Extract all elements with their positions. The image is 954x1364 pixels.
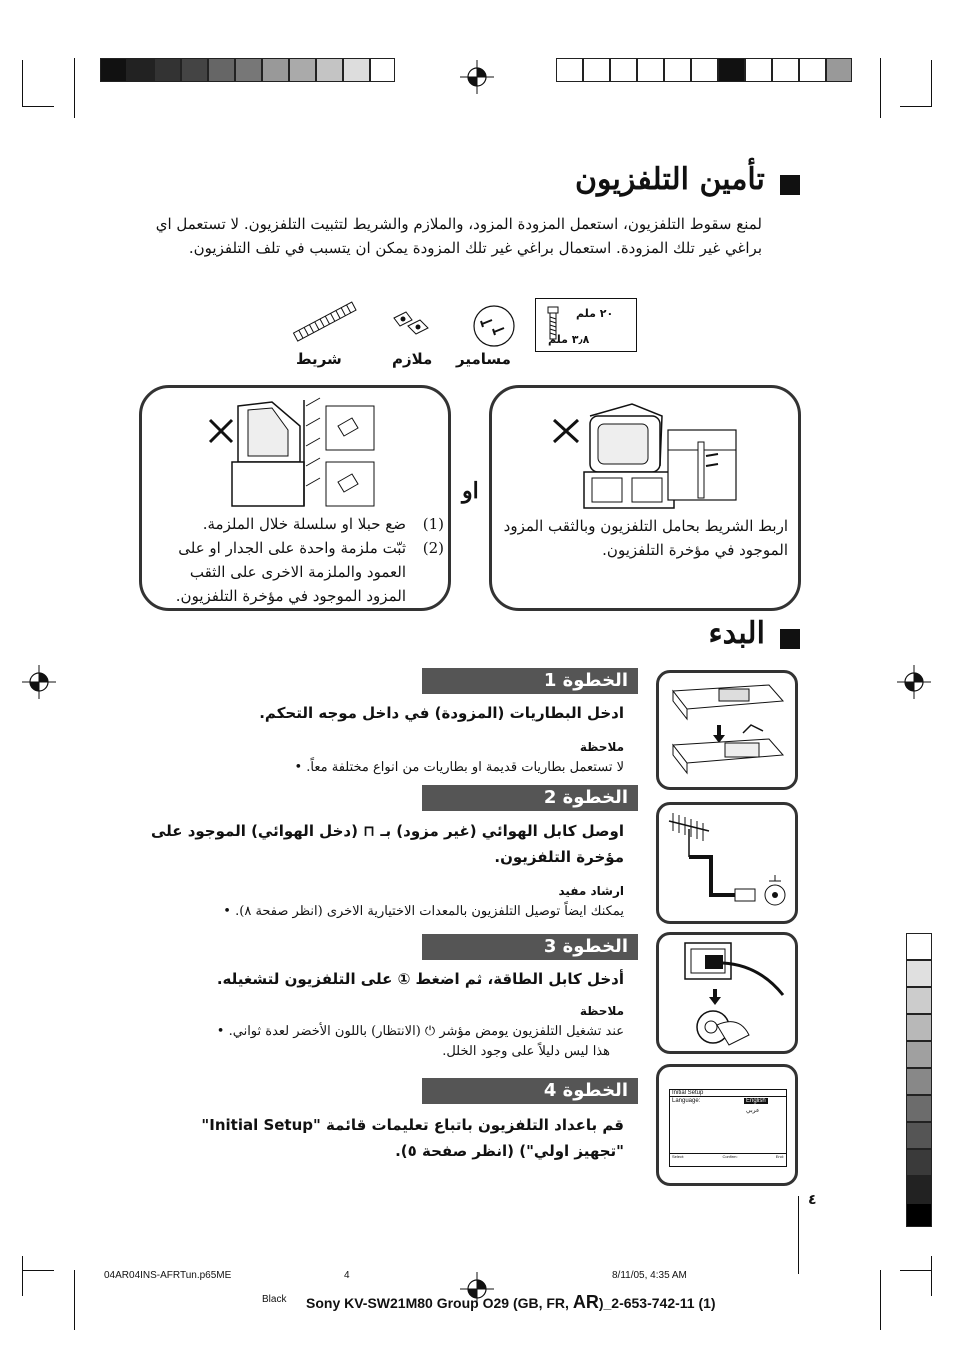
strap-icon bbox=[290, 296, 360, 348]
remote-battery-icon bbox=[659, 673, 795, 787]
crop-mark bbox=[931, 60, 932, 106]
antenna-connection-icon bbox=[659, 805, 795, 921]
crop-mark bbox=[931, 1256, 932, 1296]
setup-screen-title: Initial Setup bbox=[670, 1090, 786, 1097]
screws-label: مسامير bbox=[456, 350, 511, 368]
step-2-bar: الخطوة 2 bbox=[422, 785, 638, 811]
square-bullet-icon bbox=[780, 629, 800, 649]
step-2-image bbox=[656, 802, 798, 924]
dimension-length: ٢٠ ملم bbox=[576, 307, 614, 320]
clamps-icon bbox=[390, 308, 434, 338]
crop-mark bbox=[880, 1270, 881, 1330]
crop-mark bbox=[22, 1256, 23, 1296]
setup-footer-select: Select: bbox=[672, 1154, 685, 1159]
step-3-instruction: أدخل كابل الطاقة، ثم اضغط ① على التلفزيون لتشغيله. bbox=[216, 970, 624, 988]
step-1-note-title: ملاحظة bbox=[579, 740, 624, 754]
step-4-instruction: قم باعداد التلفزيون باتباع تعليمات قائمة "Initial Setup" "تجهيز اولي") (انظر صفحة ٥). bbox=[201, 1116, 624, 1160]
registration-mark-icon bbox=[460, 60, 494, 94]
crop-mark bbox=[74, 1270, 75, 1330]
setup-language-label: Language: bbox=[672, 1098, 701, 1104]
dimension-diameter: ٣٫٨ ملم bbox=[548, 333, 590, 346]
option-strap-panel bbox=[489, 385, 801, 611]
square-bullet-icon bbox=[780, 175, 800, 195]
registration-mark-icon bbox=[897, 665, 931, 699]
section-heading-getting-started: البدء bbox=[560, 616, 800, 651]
footer-color-label: Black bbox=[262, 1294, 287, 1305]
footer-datetime: 8/11/05, 4:35 AM bbox=[612, 1270, 687, 1281]
step-1-image bbox=[656, 670, 798, 790]
footer-page: 4 bbox=[344, 1270, 350, 1281]
strap-label: شريط bbox=[296, 350, 342, 368]
footer-file-name: 04AR04INS-AFRTun.p65ME bbox=[104, 1270, 232, 1281]
step-1-instruction: ادخل البطاريات (المزودة) في داخل موجه التحكم. bbox=[259, 704, 624, 722]
step-3-image bbox=[656, 932, 798, 1054]
step-4-image bbox=[656, 1064, 798, 1186]
setup-option-arabic[interactable]: عربي bbox=[746, 1108, 760, 1114]
option-clamp-text: (1) ضع حبلا او سلسلة خلال الملزمة. (2) ثبّت ملزمة واحدة على الجدار او على العمود والملزمة الاخرى على الثقب المزود الموجود في مؤخرة التلفزيون. bbox=[175, 515, 444, 605]
step-3-note-title: ملاحظة bbox=[579, 1004, 624, 1018]
clamps-label: ملازم bbox=[392, 350, 433, 368]
crop-mark bbox=[22, 106, 54, 107]
step-2-note-title: ارشاد مفيد bbox=[558, 884, 624, 898]
setup-footer-end: End: bbox=[775, 1154, 784, 1159]
step-4-bar: الخطوة 4 bbox=[422, 1078, 638, 1104]
crop-mark bbox=[74, 58, 75, 118]
screws-icon bbox=[472, 304, 516, 348]
step-1-note: لا تستعمل بطاريات قديمة او بطاريات من انواع مختلفة معاً. • bbox=[294, 760, 624, 775]
or-label: او bbox=[462, 478, 479, 504]
step-2-instruction: اوصل كابل الهوائي (غير مزود) بـ ⊓ (دخل الهوائي) الموجود على مؤخرة التلفزيون. bbox=[150, 822, 624, 866]
initial-setup-screen bbox=[669, 1089, 787, 1167]
crop-mark bbox=[900, 106, 932, 107]
option-clamp-panel bbox=[139, 385, 451, 611]
step-1-bar: الخطوة 1 bbox=[422, 668, 638, 694]
crop-mark bbox=[22, 1270, 54, 1271]
page-number: ٤ bbox=[808, 1192, 817, 1208]
setup-option-english[interactable]: English bbox=[746, 1098, 766, 1104]
screw-dimensions-box bbox=[535, 298, 637, 352]
option-strap-text: اربط الشريط بحامل التلفزيون وبالثقب المزود الموجود في مؤخرة التلفزيون. bbox=[503, 517, 788, 559]
step-3-bar: الخطوة 3 bbox=[422, 934, 638, 960]
crop-mark bbox=[900, 1270, 932, 1271]
registration-mark-icon bbox=[22, 665, 56, 699]
step-2-note: يمكنك ايضاً توصيل التلفزيون بالمعدات الاختيارية الاخرى (انظر صفحة ٨). • bbox=[223, 904, 624, 919]
crop-mark bbox=[22, 60, 23, 106]
power-plug-button-icon bbox=[659, 935, 795, 1051]
tv-clamp-wall-illustration-icon bbox=[202, 396, 402, 511]
tv-on-stand-illustration-icon bbox=[542, 396, 742, 511]
footer-model-line: Sony KV-SW21M80 Group O29 (GB, FR, AR)_2-653-742-11 (1) bbox=[306, 1292, 716, 1312]
step-3-note: عند تشغيل التلفزيون يومض مؤشر ⏻ (الانتظار) باللون الأخضر لعدة ثواني. • هذا ليس دليلاً على وجود الخلل. bbox=[216, 1024, 624, 1059]
setup-footer-confirm: Confirm: bbox=[722, 1154, 738, 1159]
crop-mark bbox=[880, 58, 881, 118]
intro-paragraph: لمنع سقوط التلفزيون، استعمل المزودة المزود، والملازم والشريط لتثبيت التلفزيون. لا تستعمل اي براغي غير تلك المزودة. استعمال براغي غير تلك المزودة يمكن ان يتسبب في تلف التلفزيون. bbox=[155, 215, 762, 257]
section-heading-securing-tv: تأمين التلفزيون bbox=[480, 162, 800, 197]
page-rule bbox=[798, 1196, 799, 1274]
